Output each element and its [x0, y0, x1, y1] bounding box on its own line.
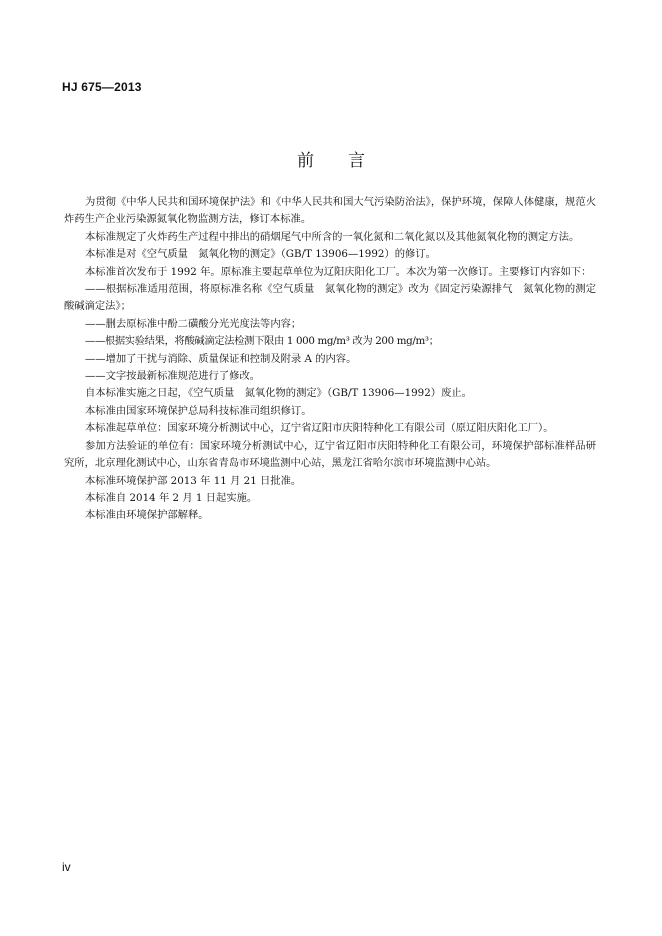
paragraph-organizer: 本标准由国家环境保护总局科技标准司组织修订。 [85, 404, 312, 417]
paragraph-revision-of: 本标准是对《空气质量 氮氧化物的测定》（GB/T 13906—1992）的修订。 [85, 248, 436, 261]
paragraph-drafters: 本标准起草单位：国家环境分析测试中心，辽宁省辽阳市庆阳特种化工有限公司（原辽阳庆阳化工厂）。 [85, 422, 554, 435]
paragraph-history: 本标准首次发布于 1992 年。原标准主要起草单位为辽阳庆阳化工厂。本次为第一次修订。主要修订内容如下： [85, 265, 592, 278]
change-item-detection-limit: ——根据实验结果，将酸碱滴定法检测下限由 1 000 mg/m³ 改为 200 mg/m³； [85, 335, 439, 348]
standard-code: HJ 675—2013 [62, 80, 142, 94]
page-title: 前言 [297, 151, 399, 171]
page-number: iv [62, 860, 71, 874]
paragraph-repeal: 自本标准实施之日起，《空气质量 氮氧化物的测定》（GB/T 13906—1992）废止。 [85, 387, 472, 400]
paragraph-approval: 本标准环境保护部 2013 年 11 月 21 日批准。 [85, 474, 302, 487]
paragraph-interpretation: 本标准由环境保护部解释。 [85, 509, 209, 522]
paragraph-purpose: 为贯彻《中华人民共和国环境保护法》和《中华人民共和国大气污染防治法》，保护环境，保障人体健康，规范火炸药生产企业污染源氮氧化物监测方法，修订本标准。 [64, 196, 596, 226]
change-item-rename: ——根据标准适用范围，将原标准名称《空气质量 氮氧化物的测定》改为《固定污染源排气 氮氧化物的测定 酸碱滴定法》； [64, 283, 607, 313]
paragraph-scope: 本标准规定了火炸药生产过程中排出的硝烟尾气中所含的一氧化氮和二氧化氮以及其他氮氧化物的测定方法。 [85, 230, 580, 243]
paragraph-validators: 参加方法验证的单位有：国家环境分析测试中心，辽宁省辽阳市庆阳特种化工有限公司，环境保护部标准样品研究所，北京理化测试中心，山东省青岛市环境监测中心站，黑龙江省哈尔滨市环境监测中心站。 [64, 439, 596, 470]
foreword-body [64, 194, 607, 525]
change-item-delete-method: ——删去原标准中酚二磺酸分光光度法等内容； [85, 317, 302, 330]
change-item-qa: ——增加了干扰与消除、质量保证和控制及附录 A 的内容。 [85, 352, 357, 365]
change-item-wording: ——文字按最新标准规范进行了修改。 [85, 370, 261, 383]
paragraph-effective: 本标准自 2014 年 2 月 1 日起实施。 [85, 491, 258, 504]
